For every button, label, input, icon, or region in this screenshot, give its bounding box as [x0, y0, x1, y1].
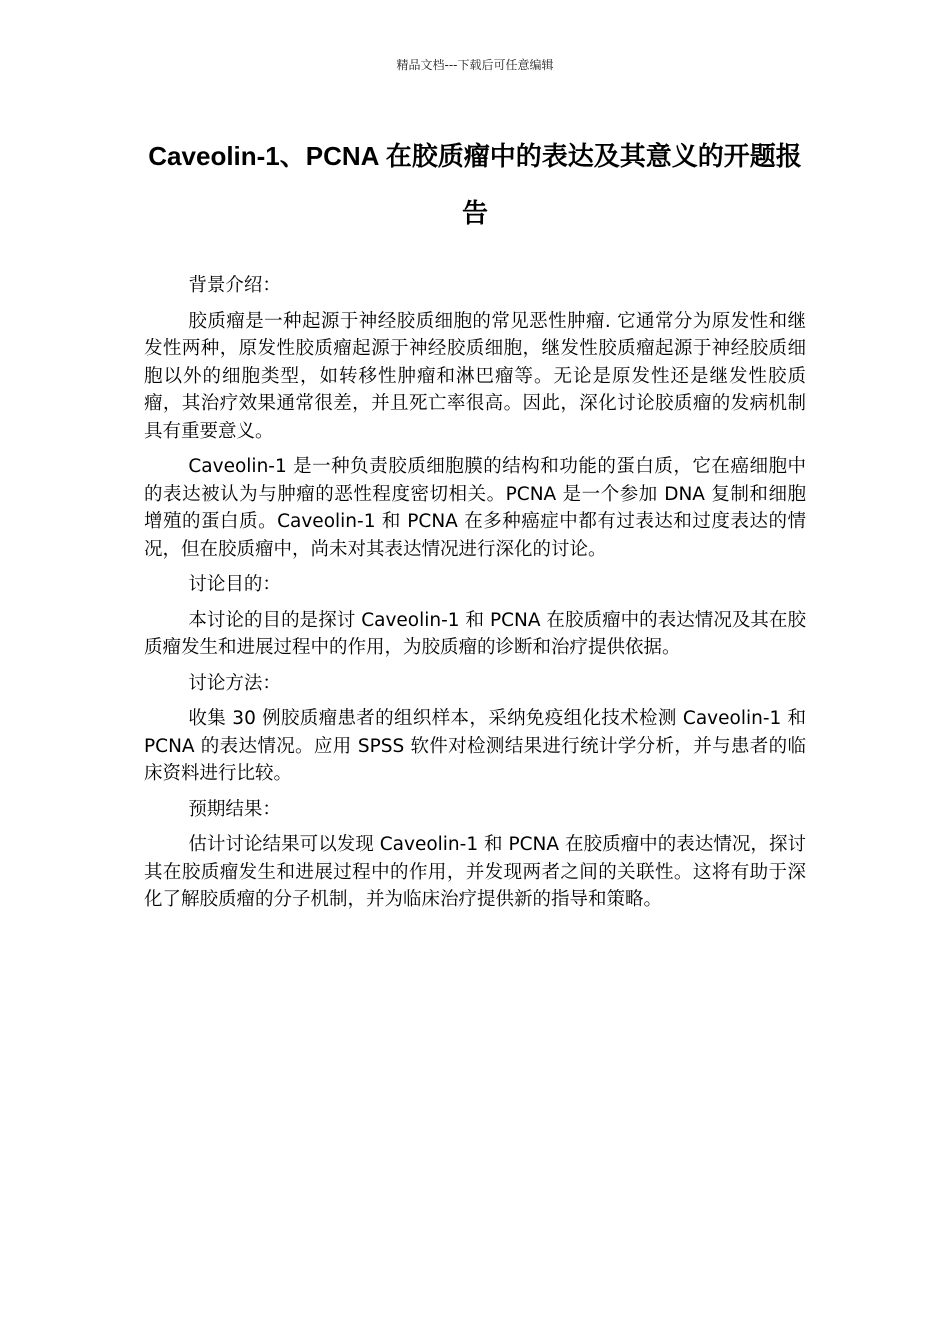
paragraph-methods: 收集 30 例胶质瘤患者的组织样本，采纳免疫组化技术检测 Caveolin-1 和 PCNA 的表达情况。应用 SPSS 软件对检测结果进行统计学分析，并与患者的临床资料进行比较。: [144, 708, 806, 784]
paragraph-background-caveolin: Caveolin-1 是一种负责胶质细胞膜的结构和功能的蛋白质，它在癌细胞中的表达被认为与肿瘤的恶性程度密切相关。PCNA 是一个参加 DNA 复制和细胞增殖的蛋白质。Caveolin-1 和 PCNA 在多种癌症中都有过表达和过度表达的情况，但在胶质瘤中，尚未对其表达情况进行深化的讨论。: [144, 456, 806, 560]
page-header: 精品文档---下载后可任意编辑: [396, 58, 554, 72]
section-heading-expected-results: 预期结果：: [188, 798, 281, 820]
section-heading-purpose: 讨论目的：: [188, 574, 281, 595]
document-body: [144, 272, 806, 922]
section-heading-background: 背景介绍：: [188, 275, 281, 296]
section-heading-methods: 讨论方法：: [188, 672, 281, 694]
paragraph-purpose: 本讨论的目的是探讨 Caveolin-1 和 PCNA 在胶质瘤中的表达情况及其在胶质瘤发生和进展过程中的作用，为胶质瘤的诊断和治疗提供依据。: [144, 609, 806, 658]
document-title: Caveolin-1、PCNA 在胶质瘤中的表达及其意义的开题报告: [148, 141, 802, 228]
paragraph-background-glioma: 胶质瘤是一种起源于神经胶质细胞的常见恶性肿瘤. 它通常分为原发性和继发性两种，原发性胶质瘤起源于神经胶质细胞，继发性胶质瘤起源于神经胶质细胞以外的细胞类型，如转移性肿瘤和淋巴瘤等。无论是原发性还是继发性胶质瘤，其治疗效果通常很差，并且死亡率很高。因此，深化讨论胶质瘤的发病机制具有重要意义。: [144, 310, 806, 442]
paragraph-expected-results: 估计讨论结果可以发现 Caveolin-1 和 PCNA 在胶质瘤中的表达情况，探讨其在胶质瘤发生和进展过程中的作用，并发现两者之间的关联性。这将有助于深化了解胶质瘤的分子机制，并为临床治疗提供新的指导和策略。: [144, 834, 806, 910]
